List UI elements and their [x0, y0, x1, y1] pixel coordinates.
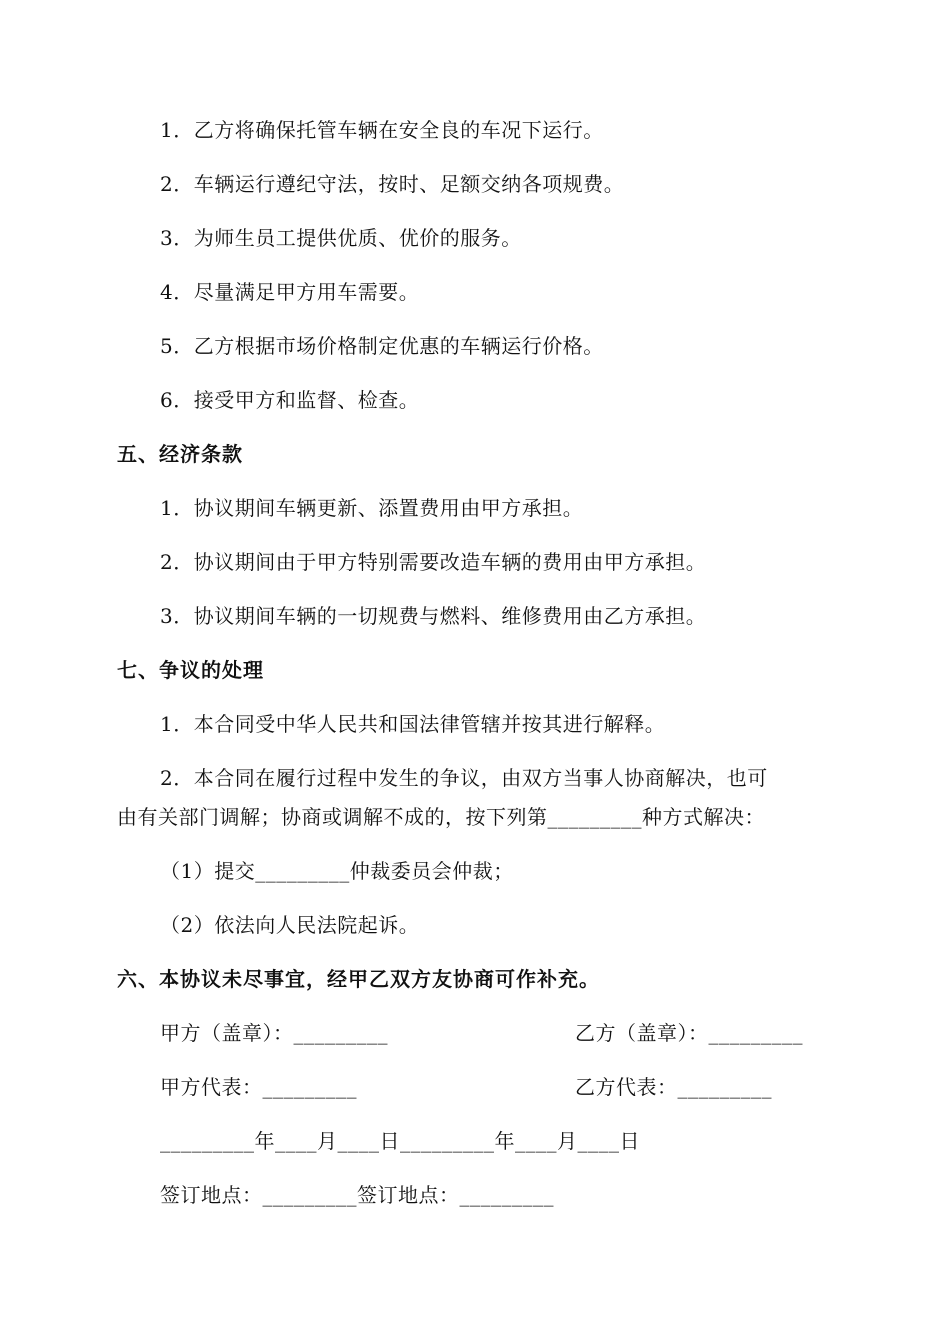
- economic-item-3: 3．协议期间车辆的一切规费与燃料、维修费用由乙方承担。: [160, 604, 707, 628]
- duty-item-6: 6．接受甲方和监督、检查。: [160, 388, 420, 412]
- party-b-seal-field: 乙方（盖章）：_________: [575, 1021, 803, 1045]
- dispute-option-2: （2）依法向人民法院起诉。: [160, 913, 420, 937]
- signing-dates-field: _________年____月____日_________年____月____日: [160, 1129, 640, 1153]
- dispute-heading: 七、争议的处理: [117, 658, 264, 682]
- duty-item-4: 4．尽量满足甲方用车需要。: [160, 280, 420, 304]
- supplement-heading: 六、本协议未尽事宜，经甲乙双方友协商可作补充。: [117, 967, 600, 991]
- economic-item-1: 1．协议期间车辆更新、添置费用由甲方承担。: [160, 496, 584, 520]
- dispute-item-2-line-1: 2．本合同在履行过程中发生的争议，由双方当事人协商解决，也可: [160, 766, 768, 790]
- dispute-item-1: 1．本合同受中华人民共和国法律管辖并按其进行解释。: [160, 712, 666, 736]
- signing-places-field: 签订地点：_________签订地点：_________: [160, 1183, 554, 1207]
- economic-item-2: 2．协议期间由于甲方特别需要改造车辆的费用由甲方承担。: [160, 550, 707, 574]
- duty-item-2: 2．车辆运行遵纪守法，按时、足额交纳各项规费。: [160, 172, 625, 196]
- party-a-seal-field: 甲方（盖章）：_________: [160, 1021, 388, 1045]
- dispute-option-1: （1）提交_________仲裁委员会仲裁；: [160, 859, 514, 883]
- economic-terms-heading: 五、经济条款: [117, 442, 243, 466]
- duty-item-5: 5．乙方根据市场价格制定优惠的车辆运行价格。: [160, 334, 604, 358]
- duty-item-3: 3．为师生员工提供优质、优价的服务。: [160, 226, 522, 250]
- party-a-representative-field: 甲方代表：_________: [160, 1075, 357, 1099]
- duty-item-1: 1．乙方将确保托管车辆在安全良的车况下运行。: [160, 118, 604, 142]
- dispute-item-2-line-2: 由有关部门调解；协商或调解不成的，按下列第_________种方式解决：: [117, 805, 765, 829]
- party-b-representative-field: 乙方代表：_________: [575, 1075, 772, 1099]
